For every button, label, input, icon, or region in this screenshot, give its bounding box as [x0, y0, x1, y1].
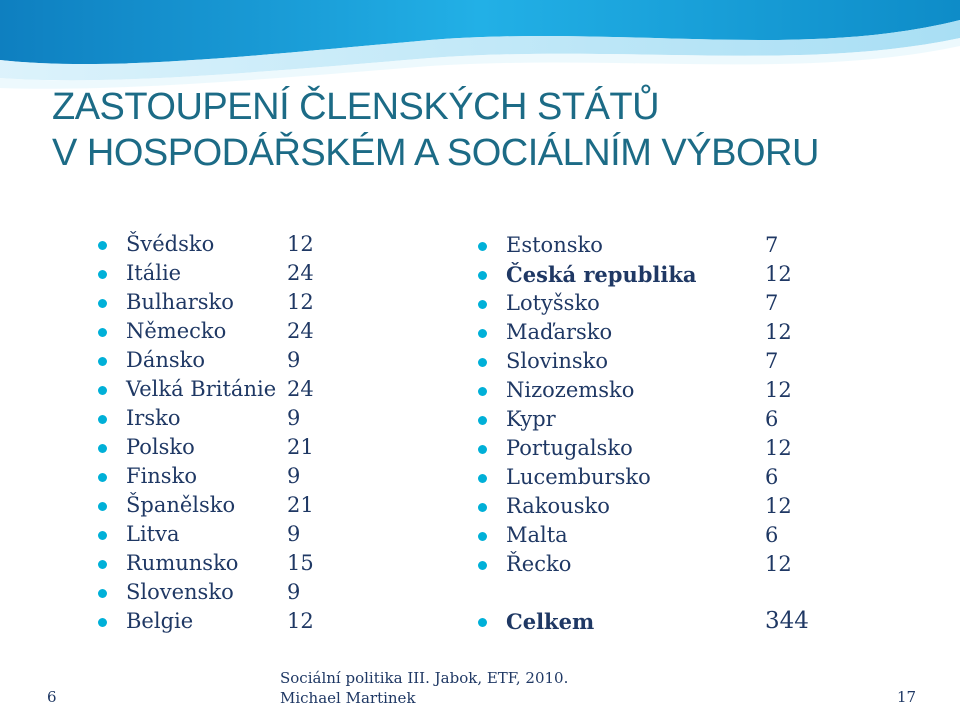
list-item [98, 462, 358, 491]
seat-count: 6 [765, 465, 779, 489]
seat-count: 12 [765, 262, 792, 286]
slide-page-number: 17 [897, 688, 917, 706]
bullet-icon [98, 531, 107, 540]
seat-count: 12 [765, 320, 792, 344]
seat-count: 24 [287, 377, 314, 401]
list-item [478, 347, 818, 376]
country-name: Finsko [126, 464, 197, 488]
list-item [98, 230, 358, 259]
country-name: Irsko [126, 406, 181, 430]
bullet-icon [98, 241, 107, 250]
seat-count: 9 [287, 522, 301, 546]
country-name: Lucembursko [506, 465, 651, 489]
seat-count: 21 [287, 435, 314, 459]
country-name: Portugalsko [506, 436, 633, 460]
seat-count: 7 [765, 349, 779, 373]
bullet-icon [478, 532, 487, 541]
bullet-icon [478, 561, 487, 570]
bullet-icon [98, 299, 107, 308]
seat-count: 6 [765, 523, 779, 547]
list-item [478, 260, 818, 289]
bullet-icon [98, 560, 107, 569]
list-item [478, 405, 818, 434]
list-item [98, 549, 358, 578]
list-item [478, 463, 818, 492]
country-name: Maďarsko [506, 320, 613, 344]
list-item [98, 491, 358, 520]
country-name: Řecko [506, 552, 572, 576]
seat-count: 9 [287, 406, 301, 430]
bullet-icon [478, 416, 487, 425]
list-item [98, 317, 358, 346]
list-item [98, 375, 358, 404]
country-name: Rakousko [506, 494, 610, 518]
seat-count: 24 [287, 261, 314, 285]
list-item [478, 550, 818, 579]
country-name: Německo [126, 319, 227, 343]
country-name: Velká Británie [126, 377, 277, 401]
seat-count: 12 [765, 378, 792, 402]
bullet-icon [478, 242, 487, 251]
seat-count: 9 [287, 348, 301, 372]
country-name: Nizozemsko [506, 378, 635, 402]
list-item [478, 492, 818, 521]
seat-count: 15 [287, 551, 314, 575]
list-item [98, 259, 358, 288]
seat-count: 12 [765, 436, 792, 460]
list-item [478, 521, 818, 550]
country-name: Švédsko [126, 232, 215, 256]
bullet-icon [98, 415, 107, 424]
country-name: Slovinsko [506, 349, 608, 373]
seat-count: 7 [765, 233, 779, 257]
list-item [478, 376, 818, 405]
title-line-2: V HOSPODÁŘSKÉM A SOCIÁLNÍM VÝBORU [52, 132, 819, 174]
seat-count: 12 [287, 609, 314, 633]
title-line-1: ZASTOUPENÍ ČLENSKÝCH STÁTŮ [52, 86, 660, 128]
country-name: Česká republika [506, 262, 697, 287]
country-name: Bulharsko [126, 290, 234, 314]
seat-count: 9 [287, 580, 301, 604]
bullet-icon [478, 387, 487, 396]
bullet-icon [98, 502, 107, 511]
bullet-icon [478, 618, 487, 627]
country-name: Litva [126, 522, 180, 546]
header-wave-decoration [0, 0, 960, 90]
bullet-icon [98, 386, 107, 395]
bullet-icon [98, 444, 107, 453]
seat-count: 12 [765, 494, 792, 518]
bullet-icon [98, 270, 107, 279]
bullet-icon [478, 474, 487, 483]
total-label: Celkem [506, 609, 595, 634]
bullet-icon [478, 358, 487, 367]
bullet-icon [478, 503, 487, 512]
list-item [98, 346, 358, 375]
seat-count: 7 [765, 291, 779, 315]
country-name: Dánsko [126, 348, 206, 372]
footer-left-number: 6 [47, 688, 57, 706]
right-country-list [478, 231, 818, 636]
country-name: Belgie [126, 609, 194, 633]
bullet-icon [98, 357, 107, 366]
slide-title [52, 84, 932, 176]
seat-count: 12 [765, 552, 792, 576]
seat-count: 9 [287, 464, 301, 488]
bullet-icon [478, 329, 487, 338]
country-name: Lotyšsko [506, 291, 600, 315]
country-name: Itálie [126, 261, 182, 285]
country-name: Estonsko [506, 233, 603, 257]
country-name: Malta [506, 523, 568, 547]
total-row [478, 607, 818, 636]
list-item [478, 434, 818, 463]
list-item [98, 578, 358, 607]
bullet-icon [98, 473, 107, 482]
seat-count: 12 [287, 290, 314, 314]
seat-count: 21 [287, 493, 314, 517]
bullet-icon [98, 589, 107, 598]
list-item [478, 318, 818, 347]
list-item [98, 520, 358, 549]
list-item [478, 289, 818, 318]
list-item [98, 433, 358, 462]
bullet-icon [478, 445, 487, 454]
total-value: 344 [765, 608, 809, 634]
list-item [98, 404, 358, 433]
list-item [98, 607, 358, 636]
country-name: Slovensko [126, 580, 234, 604]
left-country-list [98, 230, 358, 636]
list-item [98, 288, 358, 317]
bullet-icon [478, 300, 487, 309]
country-name: Rumunsko [126, 551, 239, 575]
bullet-icon [478, 271, 487, 280]
bullet-icon [98, 618, 107, 627]
seat-count: 24 [287, 319, 314, 343]
list-item [478, 231, 818, 260]
country-name: Španělsko [126, 493, 236, 517]
footer-line-2: Michael Martinek [280, 689, 416, 707]
seat-count: 6 [765, 407, 779, 431]
country-name: Polsko [126, 435, 195, 459]
bullet-icon [98, 328, 107, 337]
footer-caption [280, 668, 568, 708]
footer-line-1: Sociální politika III. Jabok, ETF, 2010. [280, 669, 569, 687]
seat-count: 12 [287, 232, 314, 256]
country-name: Kypr [506, 407, 556, 431]
